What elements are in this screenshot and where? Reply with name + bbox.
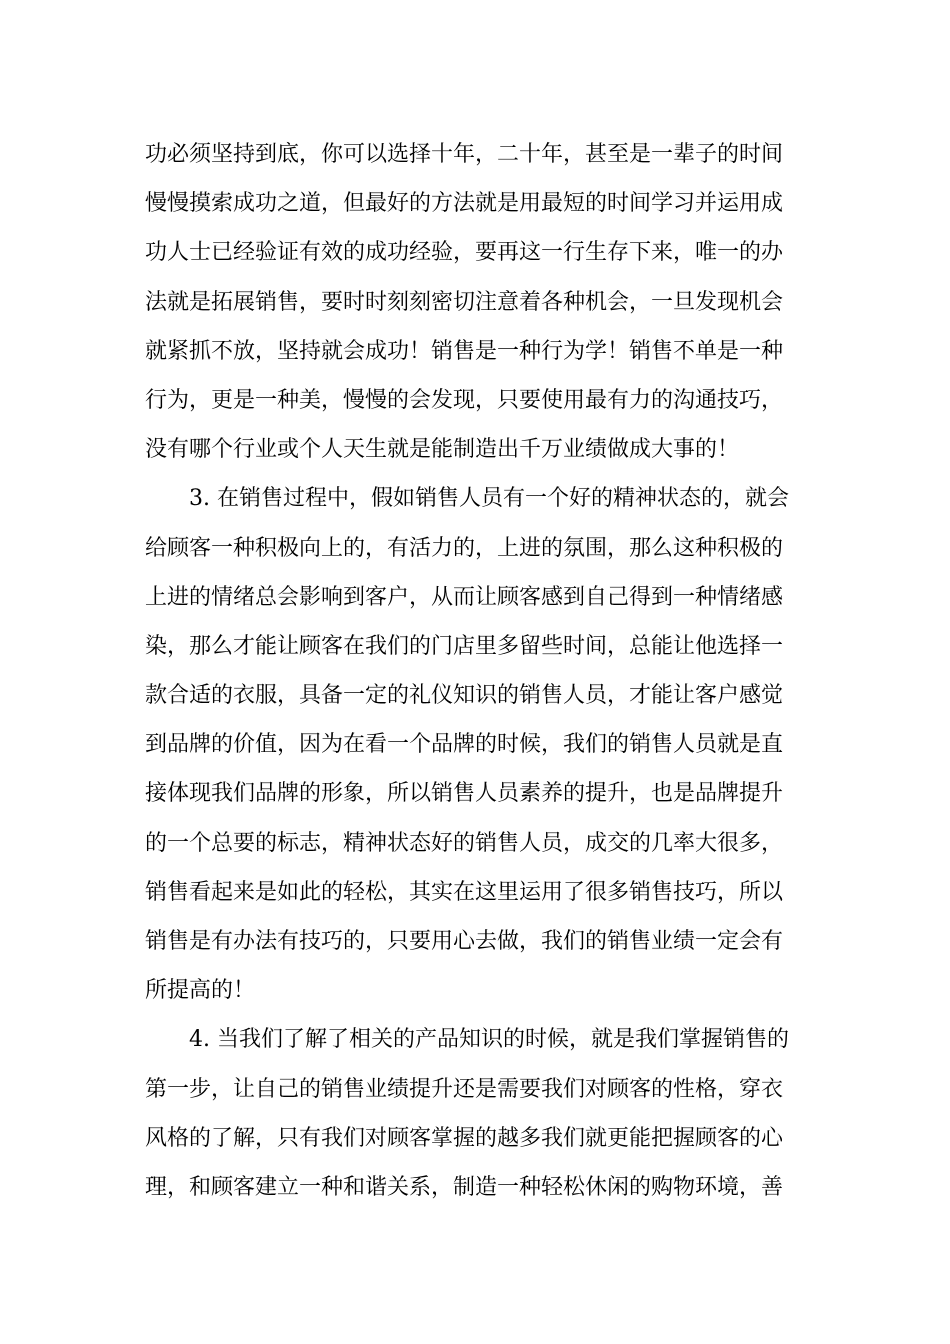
text-line: 接体现我们品牌的形象，所以销售人员素养的提升，也是品牌提升 [145, 781, 784, 807]
text-line: 风格的了解，只有我们对顾客掌握的越多我们就更能把握顾客的心 [145, 1125, 784, 1151]
text-line: 就紧抓不放，坚持就会成功！销售是一种行为学！销售不单是一种 [145, 338, 784, 364]
text-line: 所提高的！ [145, 978, 256, 1004]
text-line: 行为，更是一种美，慢慢的会发现，只要使用最有力的沟通技巧， [145, 387, 784, 413]
paragraph-4 [145, 1015, 810, 1212]
text-line: 功人士已经验证有效的成功经验，要再这一行生存下来，唯一的办 [145, 240, 784, 266]
text-line: 第一步，让自己的销售业绩提升还是需要我们对顾客的性格，穿衣 [145, 1076, 784, 1102]
text-line: 销售看起来是如此的轻松，其实在这里运用了很多销售技巧，所以 [145, 879, 784, 905]
text-line: 给顾客一种积极向上的，有活力的，上进的氛围，那么这种积极的 [145, 535, 784, 561]
text-line: 的一个总要的标志，精神状态好的销售人员，成交的几率大很多， [145, 830, 784, 856]
text-line: 4. 当我们了解了相关的产品知识的时候，就是我们掌握销售的 [145, 1027, 789, 1053]
text-line: 没有哪个行业或个人天生就是能制造出千万业绩做成大事的！ [145, 437, 740, 463]
text-line: 上进的情绪总会影响到客户，从而让顾客感到自己得到一种情绪感 [145, 584, 784, 610]
text-line: 法就是拓展销售，要时时刻刻密切注意着各种机会，一旦发现机会 [145, 289, 784, 315]
paragraph-3 [145, 474, 810, 1015]
text-line: 3. 在销售过程中，假如销售人员有一个好的精神状态的，就会 [145, 486, 789, 512]
paragraph-continued [145, 130, 810, 474]
text-line: 功必须坚持到底，你可以选择十年，二十年，甚至是一辈子的时间 [145, 142, 784, 167]
text-line: 到品牌的价值，因为在看一个品牌的时候，我们的销售人员就是直 [145, 732, 784, 758]
text-line: 销售是有办法有技巧的，只要用心去做，我们的销售业绩一定会有 [145, 929, 784, 954]
body-text [145, 130, 810, 1212]
text-line: 理，和顾客建立一种和谐关系，制造一种轻松休闲的购物环境，善 [145, 1174, 784, 1200]
text-line: 慢慢摸索成功之道，但最好的方法就是用最短的时间学习并运用成 [145, 191, 784, 217]
text-line: 染，那么才能让顾客在我们的门店里多留些时间，总能让他选择一 [145, 633, 784, 659]
text-line: 款合适的衣服，具备一定的礼仪知识的销售人员，才能让客户感觉 [145, 683, 784, 709]
